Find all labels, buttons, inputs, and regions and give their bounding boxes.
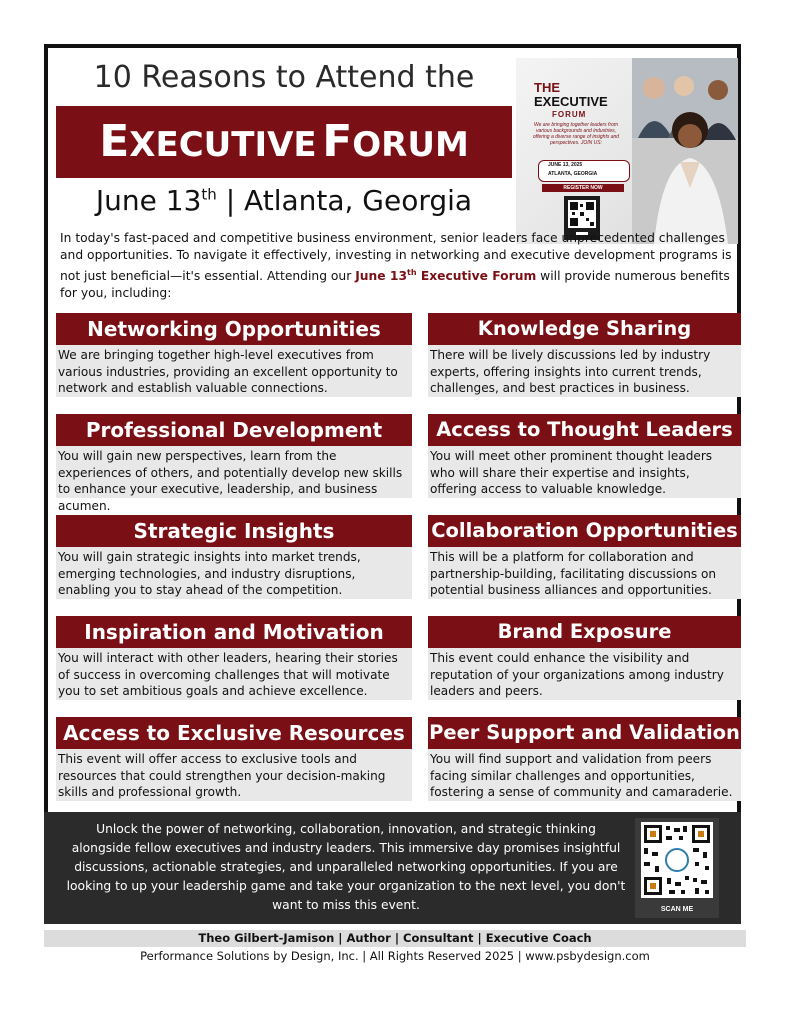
cta-text: Unlock the power of networking, collaboration, innovation, and strategic thinking alongside fellow executives and industry leaders. This immersive day promises insightful discussions, actionable strategies, and unparalleled networking opportunities. If you are looking to up your leadership game and take your organization to the next level, you don't want to miss this event. [66, 822, 626, 912]
reason-card-exclusive-resources [56, 717, 412, 801]
reason-text: You will gain new perspectives, learn from the experiences of others, and potentially develop new skills to enhance your executive, leadership, and business acumen. [56, 446, 412, 498]
title-rest-executive: XECUTIVE [129, 125, 317, 165]
reason-title: Inspiration and Motivation [56, 616, 412, 648]
reason-card-strategic-insights [56, 515, 412, 599]
reason-title: Professional Development [56, 414, 412, 446]
event-date: June 13 [95, 184, 202, 217]
reason-card-thought-leaders [428, 414, 741, 498]
flyer-blurb: We are bringing together leaders from various backgrounds and industries, offering a diverse range of insights and perspectives. JOIN US: [532, 122, 620, 146]
flyer-frame [44, 44, 741, 924]
intro-highlight-forum: Executive Forum [416, 269, 537, 284]
footer-copyright-line: Performance Solutions by Design, Inc. | All Rights Reserved 2025 | www.psbydesign.com [140, 949, 650, 963]
reason-title: Peer Support and Validation [428, 717, 741, 749]
reason-card-networking [56, 313, 412, 397]
flyer-the: THE [534, 80, 560, 95]
executives-photo [632, 58, 738, 244]
reason-title: Brand Exposure [428, 616, 741, 648]
title-initial-e: E [99, 116, 130, 167]
reason-text: You will meet other prominent thought leaders who will share their expertise and insights, offering access to valuable knowledge. [428, 446, 741, 498]
reason-text: This will be a platform for collaboration and partnership-building, facilitating discussions on potential business alliances and opportunities. [428, 547, 741, 599]
qr-code-icon[interactable] [635, 818, 719, 902]
reason-text: You will gain strategic insights into market trends, emerging technologies, and industry disruptions, enabling you to stay ahead of the competition. [56, 547, 412, 599]
footer-author-line: Theo Gilbert-Jamison | Author | Consultant | Executive Coach [44, 930, 746, 947]
intro-highlight-date: June 13 [355, 269, 408, 284]
reason-title: Networking Opportunities [56, 313, 412, 345]
reason-card-peer-support [428, 717, 741, 801]
qr-code-block[interactable] [635, 818, 719, 918]
intro-paragraph [60, 230, 736, 302]
event-date-location [56, 184, 512, 217]
intro-highlight-sup: th [407, 268, 417, 277]
intro-text-1: In today's fast-paced and competitive business environment, senior leaders face unprecedented challenges and opportunities. To navigate it effectively, investing in networking and executive development programs is not just beneficial—it's essential. Attending our [60, 231, 732, 284]
intro-text-2: will provide numerous benefits for you, including: [60, 269, 730, 301]
promo-flyer-image [516, 58, 738, 244]
reason-text: There will be lively discussions led by industry experts, offering insights into current trends, challenges, and best practices in business. [428, 345, 741, 397]
reason-text: You will find support and validation from peers facing similar challenges and opportunities, fostering a sense of community and camaraderie. [428, 749, 741, 801]
title-initial-f: F [322, 116, 353, 167]
reason-card-inspiration [56, 616, 412, 700]
scan-me-label: SCAN ME [660, 906, 694, 913]
reason-card-collaboration [428, 515, 741, 599]
reason-title: Strategic Insights [56, 515, 412, 547]
reason-text: This event will offer access to exclusive tools and resources that could strengthen your decision-making skills and professional growth. [56, 749, 412, 801]
reason-text: We are bringing together high-level executives from various industries, providing an excellent opportunity to network and establish valuable connections. [56, 345, 412, 397]
flyer-date: JUNE 13, 2025 [548, 162, 583, 168]
reason-title: Access to Exclusive Resources [56, 717, 412, 749]
flyer-location: ATLANTA, GEORGIA [548, 171, 598, 177]
flyer-register-button: REGISTER NOW [542, 184, 624, 192]
reason-title: Knowledge Sharing [428, 313, 741, 345]
title-rest-forum: ORUM [352, 125, 469, 165]
call-to-action-panel [44, 812, 741, 924]
reason-card-brand-exposure [428, 616, 741, 700]
reason-text: You will interact with other leaders, hearing their stories of success in overcoming challenges that will motivate you to set ambitious goals and achieve excellence. [56, 648, 412, 700]
reason-title: Access to Thought Leaders [428, 414, 741, 446]
reason-card-professional-development [56, 414, 412, 513]
event-location: | Atlanta, Georgia [216, 184, 473, 217]
flyer-executive: EXECUTIVE [534, 94, 608, 109]
reason-card-knowledge [428, 313, 741, 397]
reason-text: This event could enhance the visibility and reputation of your organizations among industry leaders and peers. [428, 648, 741, 700]
event-date-suffix: th [201, 185, 217, 204]
page-title-top: 10 Reasons to Attend the [93, 60, 475, 95]
title-band [56, 106, 512, 178]
reason-title: Collaboration Opportunities [428, 515, 741, 547]
flyer-forum: FORUM [552, 110, 587, 119]
